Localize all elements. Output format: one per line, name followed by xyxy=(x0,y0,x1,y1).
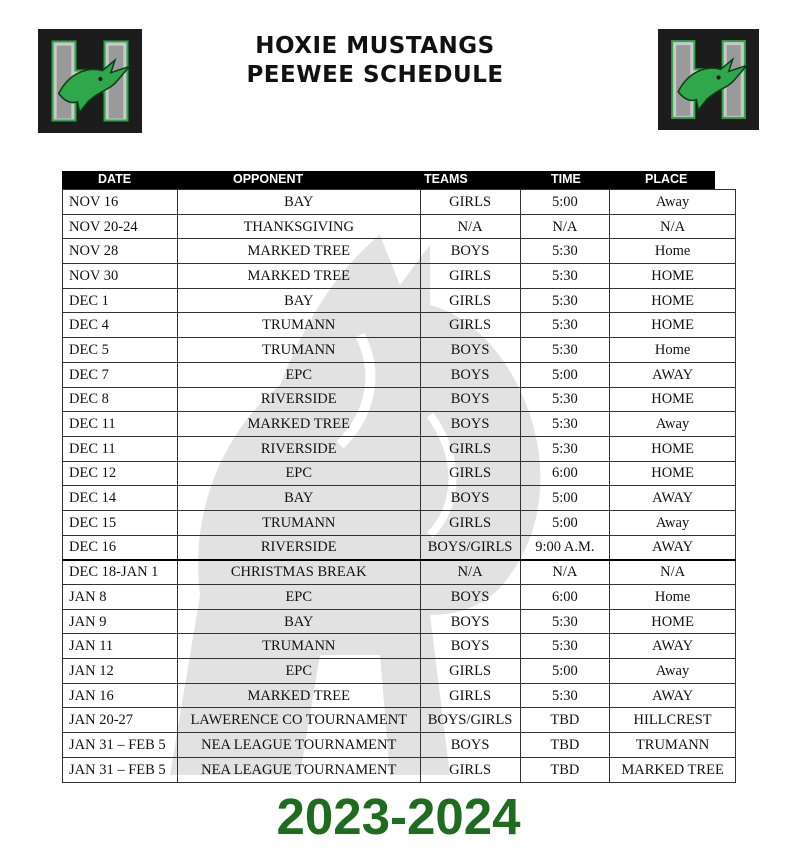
date-cell: NOV 30 xyxy=(63,264,178,289)
opponent-cell: TRUMANN xyxy=(177,510,420,535)
place-cell: HILLCREST xyxy=(610,708,736,733)
opponent-cell: RIVERSIDE xyxy=(177,436,420,461)
teams-cell: GIRLS xyxy=(420,436,520,461)
table-row xyxy=(63,708,736,733)
opponent-cell: RIVERSIDE xyxy=(177,535,420,560)
time-cell: 5:30 xyxy=(520,412,610,437)
table-row xyxy=(63,609,736,634)
place-cell: HOME xyxy=(610,461,736,486)
place-cell: MARKED TREE xyxy=(610,757,736,782)
place-cell: TRUMANN xyxy=(610,733,736,758)
date-cell: JAN 31 – FEB 5 xyxy=(63,733,178,758)
teams-cell: BOYS xyxy=(420,362,520,387)
column-header-date: DATE xyxy=(98,172,132,186)
teams-cell: BOYS xyxy=(420,387,520,412)
time-cell: TBD xyxy=(520,757,610,782)
date-cell: DEC 11 xyxy=(63,412,178,437)
column-header-opponent: OPPONENT xyxy=(233,172,304,186)
opponent-cell: EPC xyxy=(177,585,420,610)
time-cell: 5:30 xyxy=(520,387,610,412)
time-cell: 5:00 xyxy=(520,190,610,215)
date-cell: JAN 16 xyxy=(63,683,178,708)
mustang-h-logo-icon xyxy=(38,29,142,133)
opponent-cell: CHRISTMAS BREAK xyxy=(177,560,420,585)
opponent-cell: MARKED TREE xyxy=(177,239,420,264)
table-row xyxy=(63,436,736,461)
time-cell: 6:00 xyxy=(520,461,610,486)
place-cell: HOME xyxy=(610,609,736,634)
table-row xyxy=(63,560,736,585)
place-cell: Away xyxy=(610,190,736,215)
time-cell: 5:30 xyxy=(520,634,610,659)
opponent-cell: MARKED TREE xyxy=(177,264,420,289)
page-title: HOXIE MUSTANGS xyxy=(255,33,495,59)
place-cell: AWAY xyxy=(610,535,736,560)
time-cell: 5:30 xyxy=(520,683,610,708)
opponent-cell: MARKED TREE xyxy=(177,683,420,708)
time-cell: 5:00 xyxy=(520,659,610,684)
table-row xyxy=(63,634,736,659)
teams-cell: GIRLS xyxy=(420,659,520,684)
table-row xyxy=(63,313,736,338)
place-cell: HOME xyxy=(610,387,736,412)
opponent-cell: BAY xyxy=(177,288,420,313)
date-cell: JAN 11 xyxy=(63,634,178,659)
teams-cell: BOYS xyxy=(420,733,520,758)
teams-cell: GIRLS xyxy=(420,683,520,708)
schedule-header-bar xyxy=(62,171,715,189)
date-cell: DEC 7 xyxy=(63,362,178,387)
date-cell: DEC 5 xyxy=(63,338,178,363)
opponent-cell: EPC xyxy=(177,461,420,486)
opponent-cell: TRUMANN xyxy=(177,338,420,363)
place-cell: Away xyxy=(610,412,736,437)
place-cell: Away xyxy=(610,659,736,684)
table-row xyxy=(63,733,736,758)
opponent-cell: BAY xyxy=(177,486,420,511)
teams-cell: BOYS/GIRLS xyxy=(420,708,520,733)
place-cell: HOME xyxy=(610,288,736,313)
time-cell: N/A xyxy=(520,214,610,239)
date-cell: JAN 20-27 xyxy=(63,708,178,733)
place-cell: N/A xyxy=(610,560,736,585)
date-cell: JAN 9 xyxy=(63,609,178,634)
date-cell: DEC 18-JAN 1 xyxy=(63,560,178,585)
column-header-place: PLACE xyxy=(645,172,688,186)
opponent-cell: BAY xyxy=(177,609,420,634)
date-cell: DEC 1 xyxy=(63,288,178,313)
place-cell: HOME xyxy=(610,313,736,338)
teams-cell: BOYS xyxy=(420,634,520,659)
date-cell: NOV 28 xyxy=(63,239,178,264)
time-cell: N/A xyxy=(520,560,610,585)
opponent-cell: RIVERSIDE xyxy=(177,387,420,412)
teams-cell: BOYS xyxy=(420,585,520,610)
table-row xyxy=(63,362,736,387)
date-cell: JAN 8 xyxy=(63,585,178,610)
opponent-cell: MARKED TREE xyxy=(177,412,420,437)
time-cell: TBD xyxy=(520,733,610,758)
date-cell: DEC 8 xyxy=(63,387,178,412)
column-header-time: TIME xyxy=(551,172,581,186)
time-cell: 9:00 A.M. xyxy=(520,535,610,560)
opponent-cell: TRUMANN xyxy=(177,634,420,659)
table-row xyxy=(63,461,736,486)
date-cell: JAN 12 xyxy=(63,659,178,684)
table-row xyxy=(63,535,736,560)
table-row xyxy=(63,486,736,511)
place-cell: HOME xyxy=(610,436,736,461)
place-cell: Home xyxy=(610,239,736,264)
opponent-cell: BAY xyxy=(177,190,420,215)
time-cell: 5:30 xyxy=(520,239,610,264)
table-row xyxy=(63,387,736,412)
time-cell: 6:00 xyxy=(520,585,610,610)
opponent-cell: TRUMANN xyxy=(177,313,420,338)
teams-cell: BOYS/GIRLS xyxy=(420,535,520,560)
place-cell: AWAY xyxy=(610,683,736,708)
mustang-h-logo-icon xyxy=(658,29,759,130)
teams-cell: BOYS xyxy=(420,412,520,437)
date-cell: DEC 4 xyxy=(63,313,178,338)
place-cell: AWAY xyxy=(610,634,736,659)
date-cell: JAN 31 – FEB 5 xyxy=(63,757,178,782)
opponent-cell: EPC xyxy=(177,362,420,387)
page-subtitle: PEEWEE SCHEDULE xyxy=(246,62,504,88)
table-row xyxy=(63,412,736,437)
season-label: 2023-2024 xyxy=(276,788,521,845)
place-cell: Away xyxy=(610,510,736,535)
table-row xyxy=(63,190,736,215)
date-cell: DEC 11 xyxy=(63,436,178,461)
opponent-cell: EPC xyxy=(177,659,420,684)
time-cell: 5:30 xyxy=(520,609,610,634)
teams-cell: BOYS xyxy=(420,239,520,264)
date-cell: DEC 12 xyxy=(63,461,178,486)
place-cell: HOME xyxy=(610,264,736,289)
time-cell: 5:00 xyxy=(520,510,610,535)
date-cell: NOV 16 xyxy=(63,190,178,215)
opponent-cell: NEA LEAGUE TOURNAMENT xyxy=(177,757,420,782)
time-cell: TBD xyxy=(520,708,610,733)
place-cell: Home xyxy=(610,338,736,363)
teams-cell: GIRLS xyxy=(420,264,520,289)
opponent-cell: NEA LEAGUE TOURNAMENT xyxy=(177,733,420,758)
time-cell: 5:30 xyxy=(520,288,610,313)
time-cell: 5:00 xyxy=(520,362,610,387)
teams-cell: GIRLS xyxy=(420,190,520,215)
date-cell: NOV 20-24 xyxy=(63,214,178,239)
table-row xyxy=(63,659,736,684)
teams-cell: GIRLS xyxy=(420,510,520,535)
table-row xyxy=(63,510,736,535)
table-row xyxy=(63,683,736,708)
table-row xyxy=(63,338,736,363)
date-cell: DEC 15 xyxy=(63,510,178,535)
teams-cell: GIRLS xyxy=(420,313,520,338)
teams-cell: BOYS xyxy=(420,609,520,634)
table-row xyxy=(63,757,736,782)
teams-cell: BOYS xyxy=(420,338,520,363)
time-cell: 5:30 xyxy=(520,436,610,461)
time-cell: 5:00 xyxy=(520,486,610,511)
teams-cell: BOYS xyxy=(420,486,520,511)
place-cell: N/A xyxy=(610,214,736,239)
time-cell: 5:30 xyxy=(520,264,610,289)
teams-cell: GIRLS xyxy=(420,288,520,313)
column-header-teams: TEAMS xyxy=(424,172,468,186)
date-cell: DEC 16 xyxy=(63,535,178,560)
date-cell: DEC 14 xyxy=(63,486,178,511)
schedule-table xyxy=(62,189,736,783)
time-cell: 5:30 xyxy=(520,313,610,338)
table-row xyxy=(63,214,736,239)
place-cell: AWAY xyxy=(610,486,736,511)
place-cell: AWAY xyxy=(610,362,736,387)
teams-cell: GIRLS xyxy=(420,461,520,486)
table-row xyxy=(63,239,736,264)
table-row xyxy=(63,288,736,313)
teams-cell: N/A xyxy=(420,560,520,585)
place-cell: Home xyxy=(610,585,736,610)
table-row xyxy=(63,585,736,610)
teams-cell: GIRLS xyxy=(420,757,520,782)
teams-cell: N/A xyxy=(420,214,520,239)
opponent-cell: LAWERENCE CO TOURNAMENT xyxy=(177,708,420,733)
opponent-cell: THANKSGIVING xyxy=(177,214,420,239)
time-cell: 5:30 xyxy=(520,338,610,363)
table-row xyxy=(63,264,736,289)
